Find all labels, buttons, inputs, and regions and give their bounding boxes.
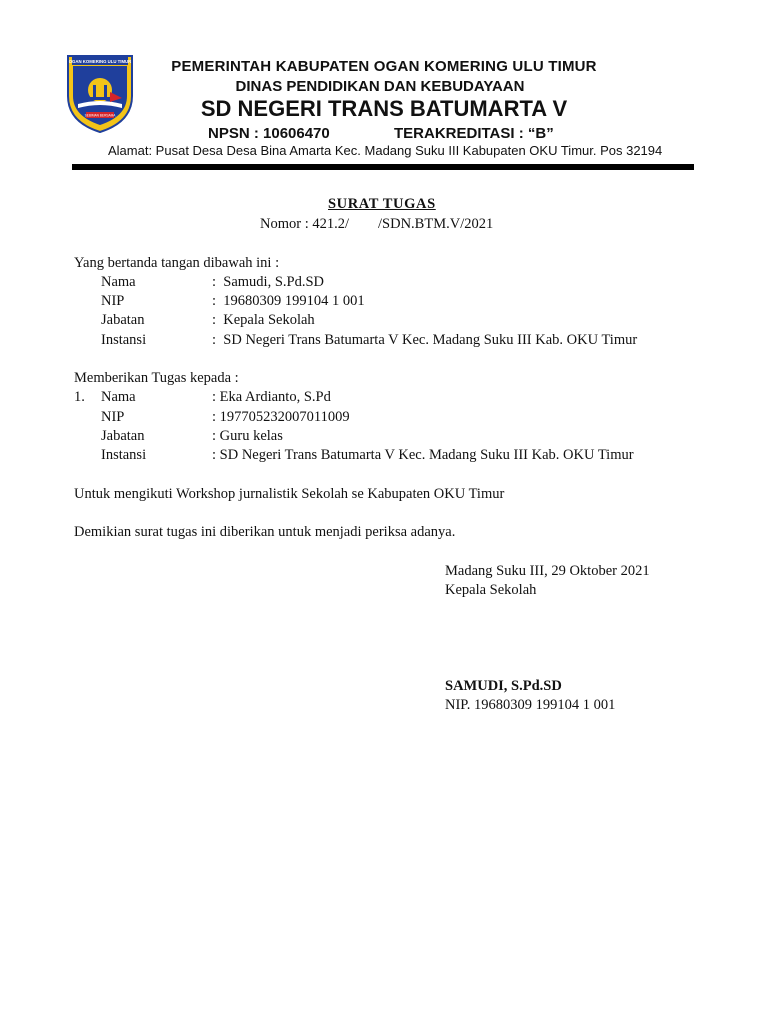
- assign-intro-text: Memberikan Tugas kepada :: [74, 370, 239, 386]
- letterhead-divider: [72, 164, 694, 170]
- purpose-text: Untuk mengikuti Workshop jurnalistik Sekolah se Kabupaten OKU Timur: [74, 486, 505, 502]
- signature-nip: NIP. 19680309 199104 1 001: [445, 697, 616, 713]
- signer-position-label: Jabatan: [101, 312, 145, 328]
- intro-text: Yang bertanda tangan dibawah ini :: [74, 255, 280, 271]
- district-emblem-logo: [64, 52, 136, 134]
- signer-name-label: Nama: [101, 274, 136, 290]
- assignee-number: 1.: [74, 389, 85, 405]
- assignee-name-label: Nama: [101, 389, 136, 405]
- signer-title: Kepala Sekolah: [445, 582, 537, 598]
- assignee-nip-label: NIP: [101, 409, 125, 425]
- government-line: PEMERINTAH KABUPATEN OGAN KOMERING ULU TIMUR: [171, 58, 597, 75]
- department-line: DINAS PENDIDIKAN DAN KEBUDAYAAN: [235, 78, 525, 95]
- logo-top-text: OGAN KOMERING ULU TIMUR: [68, 59, 132, 64]
- signer-name-value: : Samudi, S.Pd.SD: [212, 274, 324, 290]
- letter-number: Nomor : 421.2/ /SDN.BTM.V/2021: [260, 216, 494, 232]
- school-name: SD NEGERI TRANS BATUMARTA V: [200, 96, 568, 121]
- signer-nip-label: NIP: [101, 293, 125, 309]
- signer-nip-value: : 19680309 199104 1 001: [212, 293, 365, 309]
- assignee-position-value: : Guru kelas: [212, 428, 283, 444]
- logo-bottom-text: SEBIMAN BERSAMA: [84, 113, 116, 118]
- letter-title: SURAT TUGAS: [328, 196, 436, 212]
- accreditation: TERAKREDITASI : “B”: [394, 125, 554, 142]
- assignee-institution-label: Instansi: [101, 447, 147, 463]
- assignee-name-value: : Eka Ardianto, S.Pd: [212, 389, 331, 405]
- place-date: Madang Suku III, 29 Oktober 2021: [445, 563, 650, 579]
- signer-institution-value: : SD Negeri Trans Batumarta V Kec. Madang Suku III Kab. OKU Timur: [212, 332, 638, 348]
- signer-institution-label: Instansi: [101, 332, 147, 348]
- signature-name: SAMUDI, S.Pd.SD: [445, 678, 562, 694]
- school-address: Alamat: Pusat Desa Desa Bina Amarta Kec. Madang Suku III Kabupaten OKU Timur. Pos 32194: [108, 143, 663, 158]
- assignee-position-label: Jabatan: [101, 428, 145, 444]
- assignee-institution-value: : SD Negeri Trans Batumarta V Kec. Madang Suku III Kab. OKU Timur: [212, 447, 634, 463]
- assignee-nip-value: : 197705232007011009: [212, 409, 350, 425]
- npsn-number: NPSN : 10606470: [208, 125, 330, 142]
- signer-position-value: : Kepala Sekolah: [212, 312, 315, 328]
- closing-text: Demikian surat tugas ini diberikan untuk menjadi periksa adanya.: [74, 524, 456, 540]
